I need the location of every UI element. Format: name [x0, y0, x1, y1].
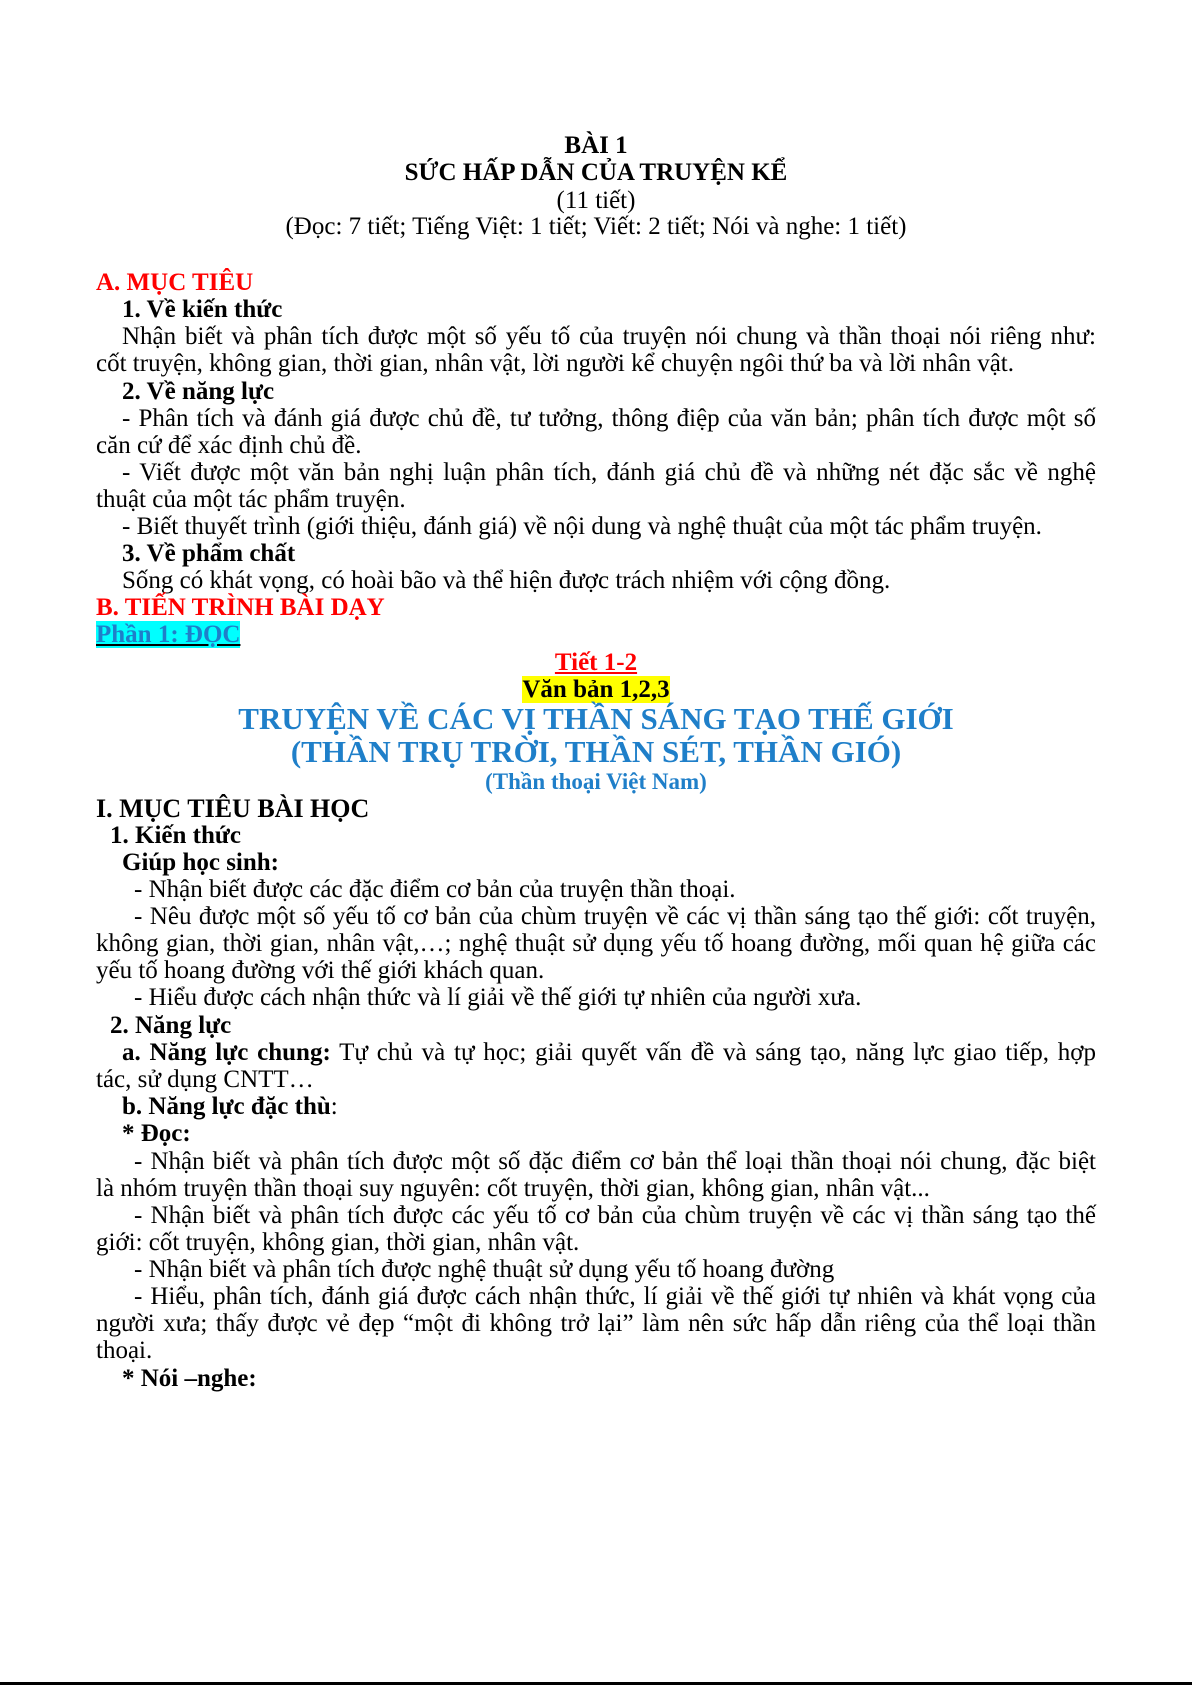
part-1-label: Phần 1: ĐỌC: [96, 621, 241, 648]
reading-item-4-line1: - Hiểu, phân tích, đánh giá được cách nhận thức, lí giải về thế giới tự nhiên và khát vọng của: [134, 1283, 1096, 1310]
reading-item-2-line1: - Nhận biết và phân tích được các yếu tố cơ bản của chùm truyện về các vị thần sáng tạo thế: [134, 1202, 1096, 1229]
ability-item-3: - Biết thuyết trình (giới thiệu, đánh giá) về nội dung và nghệ thuật của một tác phẩm truyện.: [122, 513, 1042, 540]
speaking-listening-heading: * Nói –nghe:: [122, 1365, 257, 1392]
knowledge-item-2-line1: - Nêu được một số yếu tố cơ bản của chùm truyện về các vị thần sáng tạo thế giới: cốt truyện,: [134, 903, 1096, 930]
general-competence-line2: tác, sử dụng CNTT…: [96, 1066, 314, 1093]
part-1-heading: [96, 620, 240, 650]
story-title-line1: TRUYỆN VỀ CÁC VỊ THẦN SÁNG TẠO THẾ GIỚI: [238, 701, 954, 736]
specific-competence-colon: :: [330, 1093, 338, 1120]
general-competence-text: Tự chủ và tự học; giải quyết vấn đề và sáng tạo, năng lực giao tiếp, hợp: [330, 1039, 1096, 1066]
reading-heading: * Đọc:: [122, 1120, 191, 1147]
story-genre: (Thần thoại Việt Nam): [485, 769, 707, 794]
competence-heading: 2. Năng lực: [110, 1012, 232, 1039]
ability-item-1-line2: căn cứ để xác định chủ đề.: [96, 432, 362, 459]
section-a-heading: A. MỤC TIÊU: [96, 269, 254, 296]
ability-item-2-line1: - Viết được một văn bản nghị luận phân tích, đánh giá chủ đề và những nét đặc sắc về nghệ: [122, 459, 1096, 486]
knowledge-item-3: - Hiểu được cách nhận thức và lí giải về thế giới tự nhiên của người xưa.: [134, 984, 862, 1011]
knowledge-item-2-line3: yếu tố hoang đường với thế giới khách quan.: [96, 957, 545, 984]
specific-competence-label: b. Năng lực đặc thù: [122, 1093, 331, 1120]
specific-competence-heading: [122, 1092, 338, 1122]
general-competence-label: a. Năng lực chung:: [122, 1039, 331, 1066]
knowledge-text-line2: cốt truyện, không gian, thời gian, nhân vật, lời người kể chuyện ngôi thứ ba và lời nhân vật.: [96, 350, 1014, 377]
ability-heading: 2. Về năng lực: [122, 378, 275, 405]
reading-item-2-line2: giới: cốt truyện, không gian, thời gian, nhân vật.: [96, 1229, 580, 1256]
ability-item-1-line1: - Phân tích và đánh giá được chủ đề, tư tưởng, thông điệp của văn bản; phân tích được một số: [122, 405, 1096, 432]
knowledge-text-line1: Nhận biết và phân tích được một số yếu tố của truyện nói chung và thần thoại nói riêng như:: [122, 323, 1096, 350]
story-title-line2: (THẦN TRỤ TRỜI, THẦN SÉT, THẦN GIÓ): [290, 734, 902, 769]
lesson-breakdown: (Đọc: 7 tiết; Tiếng Việt: 1 tiết; Viết: 2 tiết; Nói và nghe: 1 tiết): [285, 213, 907, 240]
reading-item-1-line1: - Nhận biết và phân tích được một số đặc điểm cơ bản thể loại thần thoại nói chung, đặc biệt: [134, 1148, 1096, 1175]
knowledge-heading: 1. Về kiến thức: [122, 296, 283, 323]
help-students-label: Giúp học sinh:: [122, 849, 280, 876]
knowledge-section-heading: 1. Kiến thức: [110, 822, 241, 849]
knowledge-item-2-line2: không gian, thời gian, nhân vật,…; nghệ thuật sử dụng yếu tố hoang đường, mối quan hệ giữa các: [96, 930, 1096, 957]
quality-text: Sống có khát vọng, có hoài bão và thể hiện được trách nhiệm với cộng đồng.: [122, 567, 891, 594]
reading-item-3: - Nhận biết và phân tích được nghệ thuật sử dụng yếu tố hoang đường: [134, 1256, 835, 1283]
lesson-number: BÀI 1: [564, 132, 628, 159]
knowledge-item-1: - Nhận biết được các đặc điểm cơ bản của truyện thần thoại.: [134, 876, 736, 903]
ability-item-2-line2: thuật của một tác phẩm truyện.: [96, 486, 406, 513]
reading-item-4-line3: thoại.: [96, 1337, 153, 1364]
reading-item-4-line2: người xưa; thấy được vẻ đẹp “một đi không trở lại” làm nên sức hấp dẫn riêng của thể loại thần: [96, 1310, 1096, 1337]
reading-item-1-line2: là nhóm truyện thần thoại suy nguyên: cốt truyện, thời gian, không gian, nhân vật...: [96, 1175, 930, 1202]
lesson-periods: (11 tiết): [556, 187, 636, 214]
period-label: Tiết 1-2: [554, 649, 638, 676]
general-competence-line1: [122, 1038, 1096, 1068]
objectives-heading: I. MỤC TIÊU BÀI HỌC: [96, 794, 370, 823]
section-b-heading: B. TIẾN TRÌNH BÀI DẠY: [96, 594, 385, 621]
text-number-label: Văn bản 1,2,3: [522, 676, 670, 703]
lesson-title: SỨC HẤP DẪN CỦA TRUYỆN KỂ: [404, 159, 788, 186]
quality-heading: 3. Về phẩm chất: [122, 540, 296, 567]
